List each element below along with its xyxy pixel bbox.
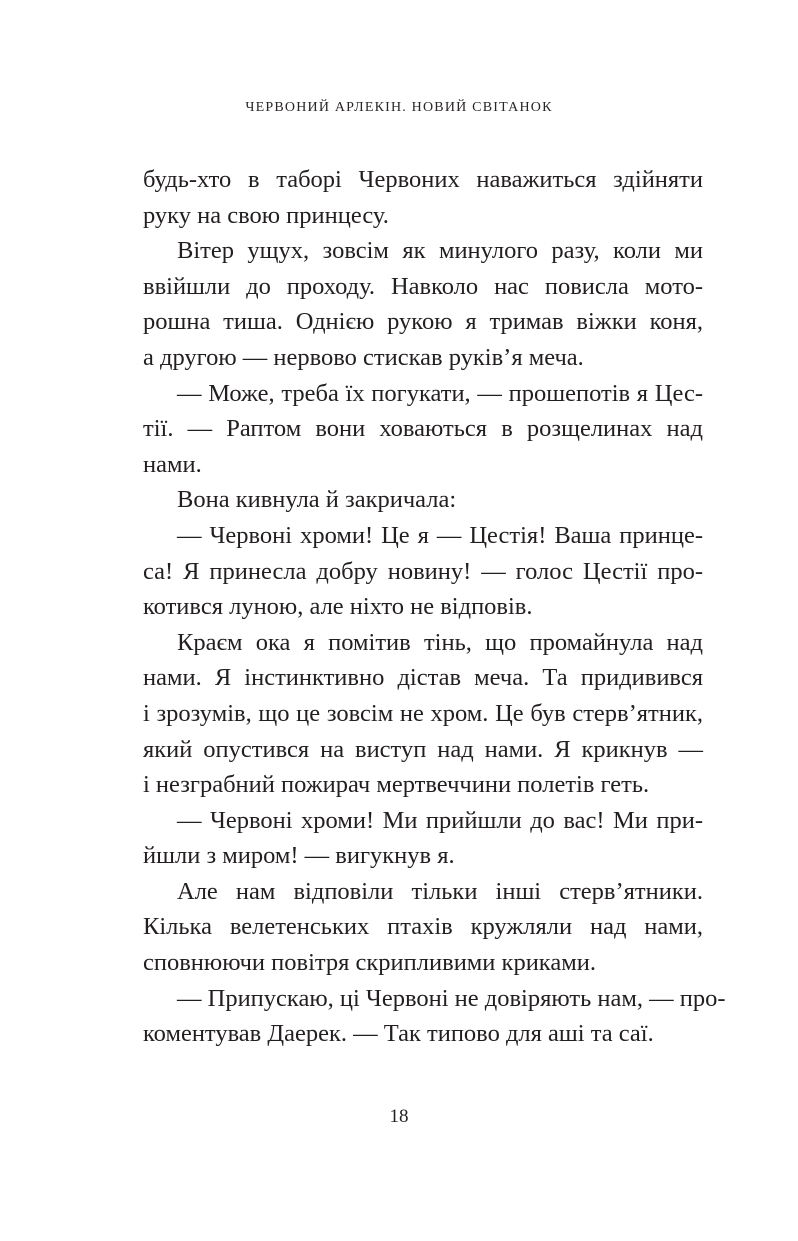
text-line: тії. — Раптом вони ховаються в розщелинах над [143,415,703,443]
text-line: нами. [143,450,202,478]
text-line: Вітер ущух, зовсім як минулого разу, коли ми [177,237,703,265]
text-line: — Може, треба їх погукати, — прошепотів я Цес- [177,379,703,407]
text-line: руку на свою принцесу. [143,201,389,229]
text-line: нами. Я інстинктивно дістав меча. Та придивився [143,664,703,692]
text-line: а другою — нервово стискав руків’я меча. [143,343,584,371]
text-line: сповнюючи повітря скрипливими криками. [143,949,596,977]
text-line: рошна тиша. Однією рукою я тримав віжки коня, [143,308,703,336]
running-head: ЧЕРВОНИЙ АРЛЕКІН. НОВИЙ СВІТАНОК [245,100,553,115]
text-line: Але нам відповіли тільки інші стерв’ятники. [177,877,703,905]
text-line: са! Я принесла добру новину! — голос Цестії про- [143,557,703,585]
text-line: Вона кивнула й закричала: [177,486,457,514]
text-line: Краєм ока я помітив тінь, що промайнула над [177,628,703,656]
body-text [143,162,726,1052]
text-line: — Червоні хроми! Ми прийшли до вас! Ми при- [177,806,703,834]
text-line: і зрозумів, що це зовсім не хром. Це був стерв’ятник, [143,699,703,727]
text-line: — Червоні хроми! Це я — Цестія! Ваша принце- [177,521,703,549]
page-number: 18 [389,1106,409,1127]
text-line: — Припускаю, ці Червоні не довіряють нам, — про- [177,984,726,1012]
text-line: який опустився на виступ над нами. Я крикнув — [143,735,703,763]
text-line: будь-хто в таборі Червоних наважиться здійняти [143,166,703,193]
text-line: ввійшли до проходу. Навколо нас повисла мото- [143,272,703,300]
text-line: йшли з миром! — вигукнув я. [143,842,455,870]
text-line: і незграбний пожирач мертвеччини полетів геть. [143,771,650,799]
text-line: Кілька велетенських птахів кружляли над нами, [143,913,703,941]
text-line: котився луною, але ніхто не відповів. [143,593,533,621]
text-line: коментував Даерек. — Так типово для аші та саї. [143,1020,654,1048]
